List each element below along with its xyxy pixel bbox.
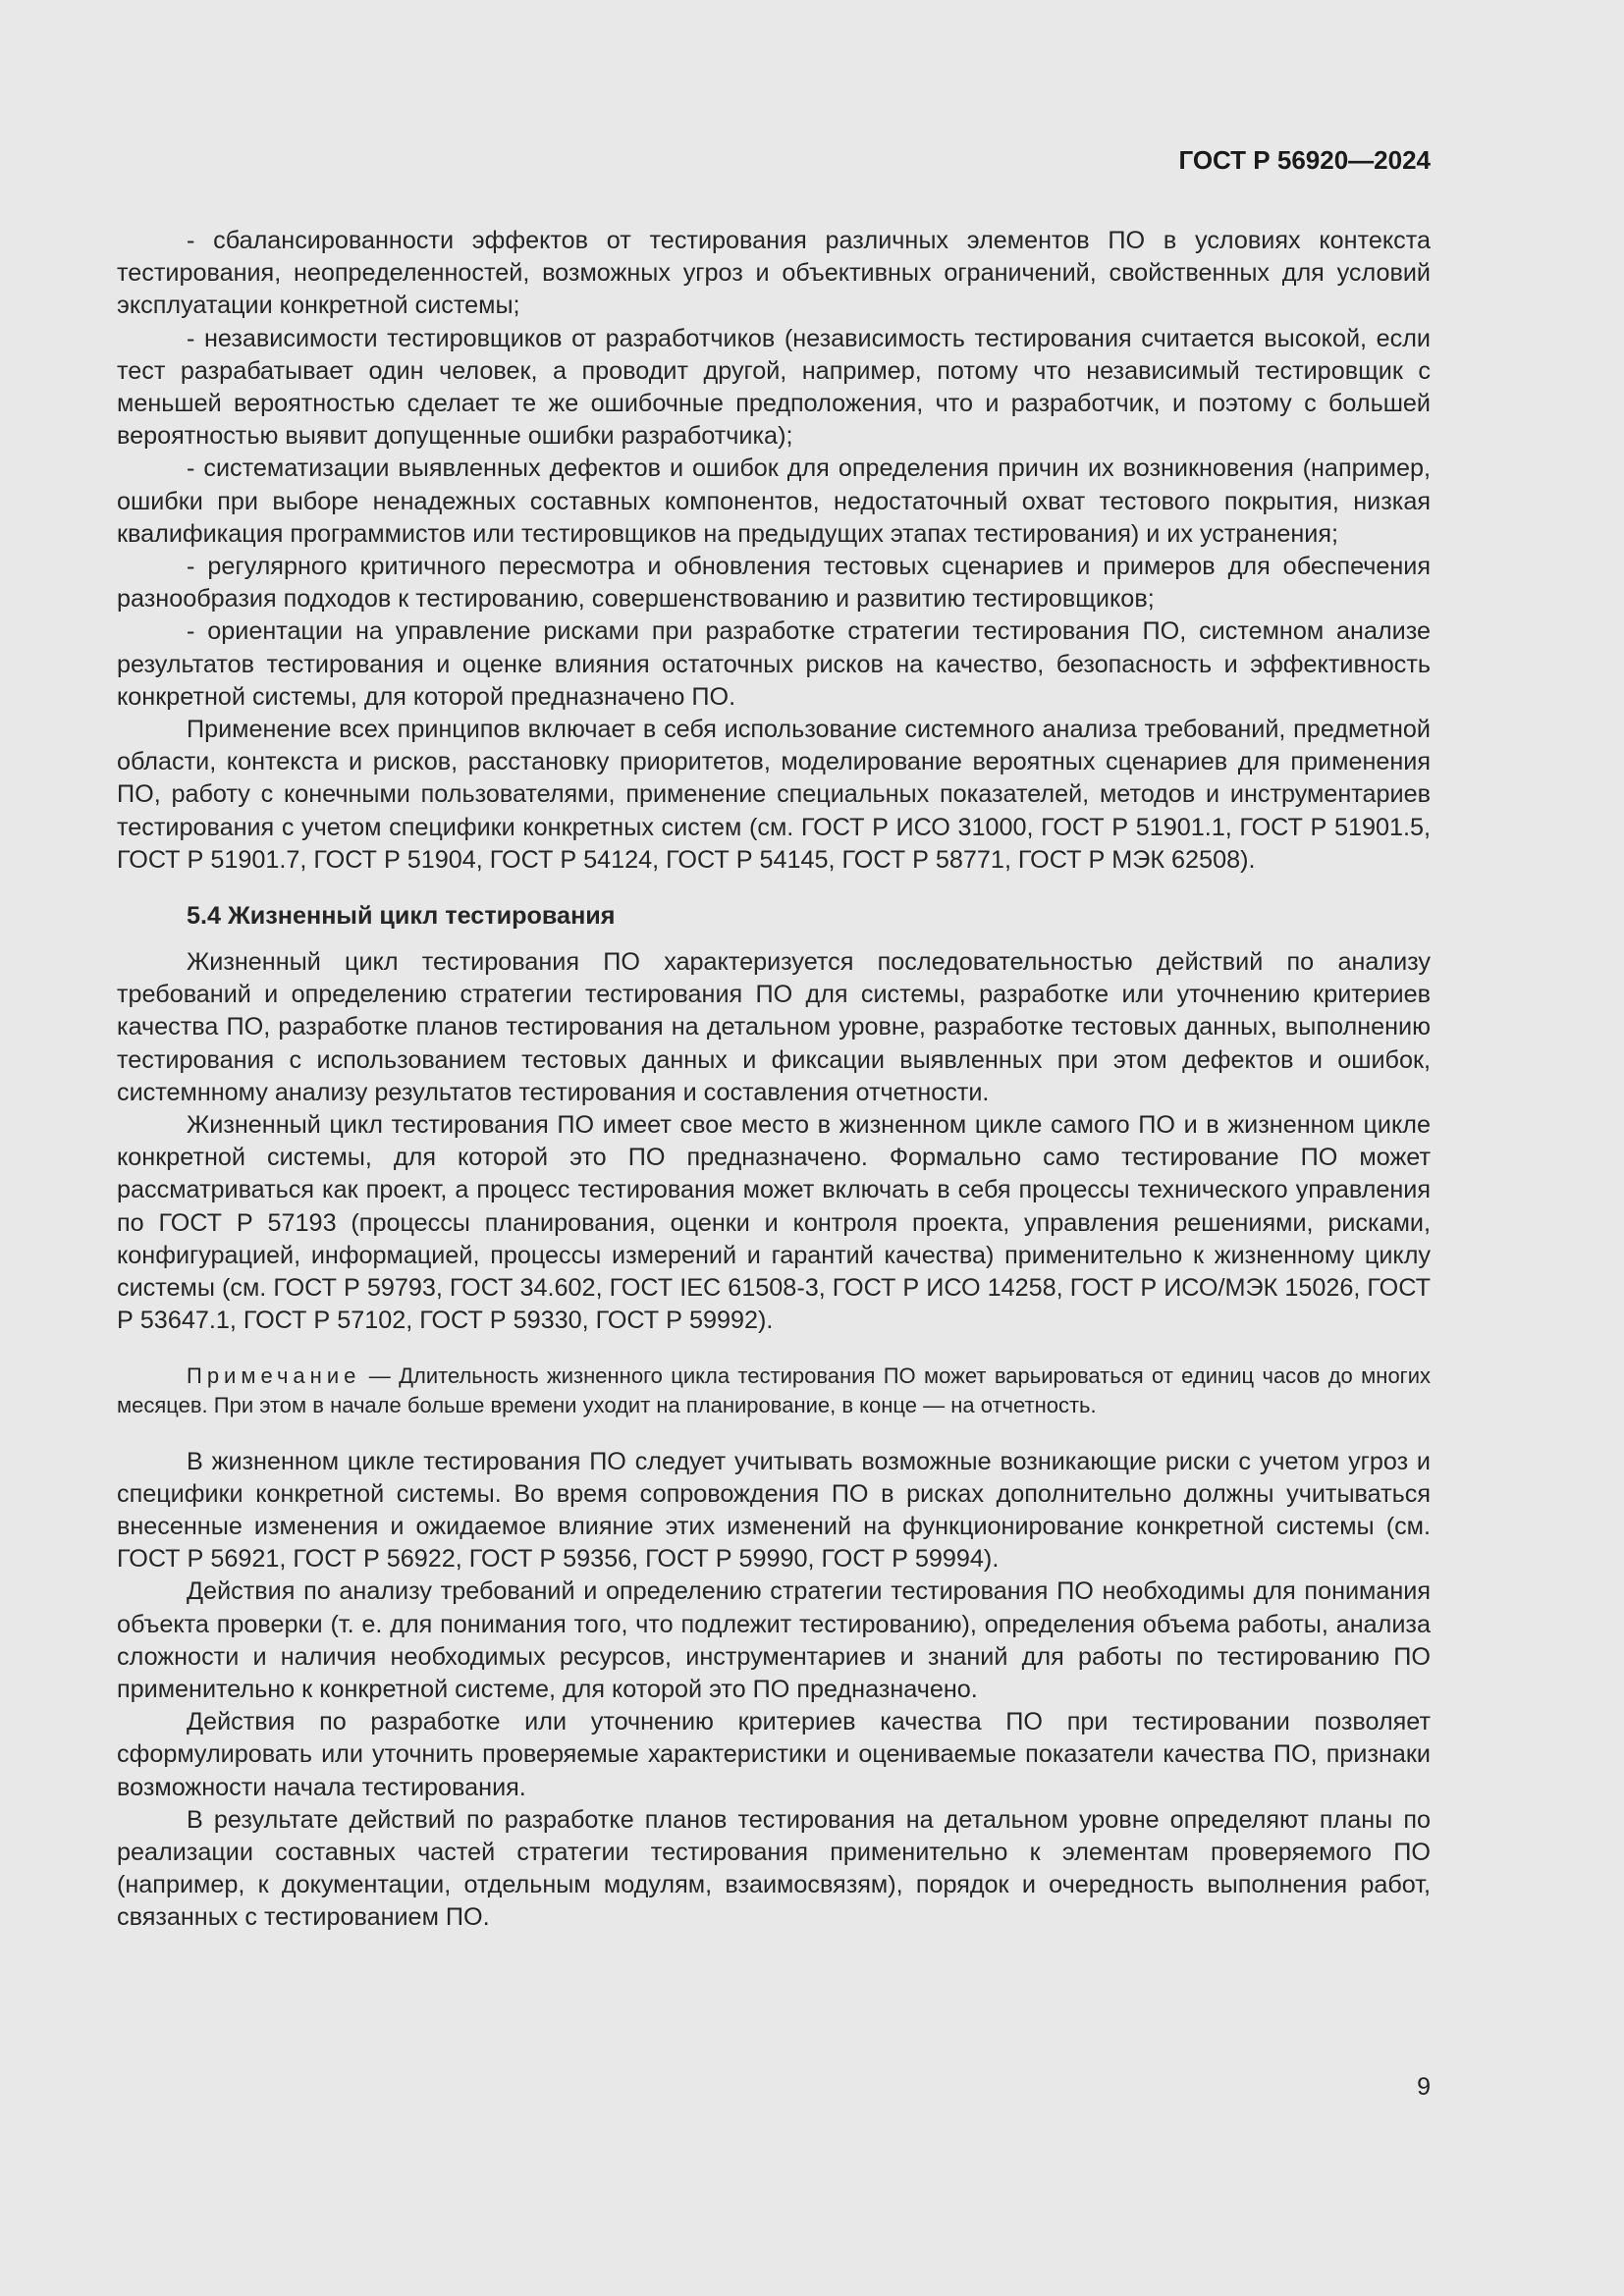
body-paragraph: В жизненном цикле тестирования ПО следует учитывать возможные возникающие риски с учетом угроз и специфики конкретной системы. Во время сопровождения ПО в рисках дополнительно должны учитываться внесенные изменения и ожидаемое влияние этих изменений на функционирование конкретной системы (см. ГОСТ Р 56921, ГОСТ Р 56922, ГОСТ Р 59356, ГОСТ Р 59990, ГОСТ Р 59994).: [117, 1447, 1431, 1574]
bullet-paragraph: - регулярного критичного пересмотра и обновления тестовых сценариев и примеров для обеспечения разнообразия подходов к тестированию, совершенствованию и развитию тестировщиков;: [117, 553, 1431, 614]
body-paragraph: Применение всех принципов включает в себя использование системного анализа требований, предметной области, контекста и рисков, расстановку приоритетов, моделирование вероятных сценариев для применения ПО, работу с конечными пользователями, применение специальных показателей, методов и инструментариев тестирования с учетом специфики конкретных систем (см. ГОСТ Р ИСО 31000, ГОСТ Р 51901.1, ГОСТ Р 51901.5, ГОСТ Р 51901.7, ГОСТ Р 51904, ГОСТ Р 54124, ГОСТ Р 54145, ГОСТ Р 58771, ГОСТ Р МЭК 62508).: [117, 716, 1431, 874]
bullet-paragraph: - ориентации на управление рисками при разработке стратегии тестирования ПО, системном анализе результатов тестирования и оценке влияния остаточных рисков на качество, безопасность и эффективность конкретной системы, для которой предназначено ПО.: [117, 617, 1431, 711]
body-paragraph: Жизненный цикл тестирования ПО характеризуется последовательностью действий по анализу требований и определению стратегии тестирования ПО для системы, разработке или уточнению критериев качества ПО, разработке планов тестирования на детальном уровне, разработке тестовых данных, выполнению тестирования с использованием тестовых данных и фиксации выявленных при этом дефектов и ошибок, системнному анализу результатов тестирования и составления отчетности.: [117, 948, 1431, 1106]
bullet-paragraph: - систематизации выявленных дефектов и ошибок для определения причин их возникновения (например, ошибки при выборе ненадежных составных компонентов, недостаточный охват тестового покрытия, низкая квалификация программистов или тестировщиков на предыдущих этапах тестирования) и их устранения;: [117, 454, 1431, 548]
standard-header: ГОСТ Р 56920—2024: [1178, 145, 1431, 175]
body-paragraph: Действия по разработке или уточнению критериев качества ПО при тестировании позволяет сформулировать или уточнить проверяемые характеристики и оцениваемые показатели качества ПО, признаки возможности начала тестирования.: [117, 1708, 1431, 1801]
note-label: Примечание: [187, 1362, 361, 1388]
note-text: — Длительность жизненного цикла тестирования ПО может варьироваться от единиц часов до многих месяцев. При этом в начале больше времени уходит на планирование, в конце — на отчетность.: [117, 1362, 1431, 1417]
bullet-paragraph: - сбалансированности эффектов от тестирования различных элементов ПО в условиях контекста тестирования, неопределенностей, возможных угроз и объективных ограничений, свойственных для условий эксплуатации конкретной системы;: [117, 227, 1431, 320]
body-paragraph: Действия по анализу требований и определению стратегии тестирования ПО необходимы для понимания объекта проверки (т. е. для понимания того, что подлежит тестированию), определения объема работы, анализа сложности и наличия необходимых ресурсов, инструментариев и знаний для работы по тестированию ПО применительно к конкретной системе, для которой это ПО предназначено.: [117, 1577, 1431, 1703]
body-paragraph: Жизненный цикл тестирования ПО имеет свое место в жизненном цикле самого ПО и в жизненном цикле конкретной системы, для которой это ПО предназначено. Формально само тестирование ПО может рассматриваться как проект, а процесс тестирования может включать в себя процессы технического управления по ГОСТ Р 57193 (процессы планирования, оценки и контроля проекта, управления решениями, рисками, конфигурацией, информацией, процессы измерений и гарантий качества) применительно к жизненному циклу системы (см. ГОСТ Р 59793, ГОСТ 34.602, ГОСТ IEC 61508-3, ГОСТ Р ИСО 14258, ГОСТ Р ИСО/МЭК 15026, ГОСТ Р 53647.1, ГОСТ Р 57102, ГОСТ Р 59330, ГОСТ Р 59992).: [117, 1111, 1431, 1335]
bullet-paragraph: - независимости тестировщиков от разработчиков (независимость тестирования считается высокой, если тест разрабатывает один человек, а проводит другой, например, потому что независимый тестировщик с меньшей вероятностью сделает те же ошибочные предположения, что и разработчик, и поэтому с большей вероятностью выявит допущенные ошибки разработчика);: [117, 324, 1431, 451]
section-heading: 5.4 Жизненный цикл тестирования: [187, 902, 616, 931]
page-number: 9: [1417, 2073, 1431, 2101]
page-content: [117, 225, 1431, 1935]
note-paragraph: [117, 1362, 1431, 1420]
body-paragraph: В результате действий по разработке планов тестирования на детальном уровне определяют планы по реализации составных частей стратегии тестирования применительно к элементам проверяемого ПО (например, к документации, отдельным модулям, взаимосвязям), порядок и очередность выполнения работ, связанных с тестированием ПО.: [117, 1805, 1431, 1932]
